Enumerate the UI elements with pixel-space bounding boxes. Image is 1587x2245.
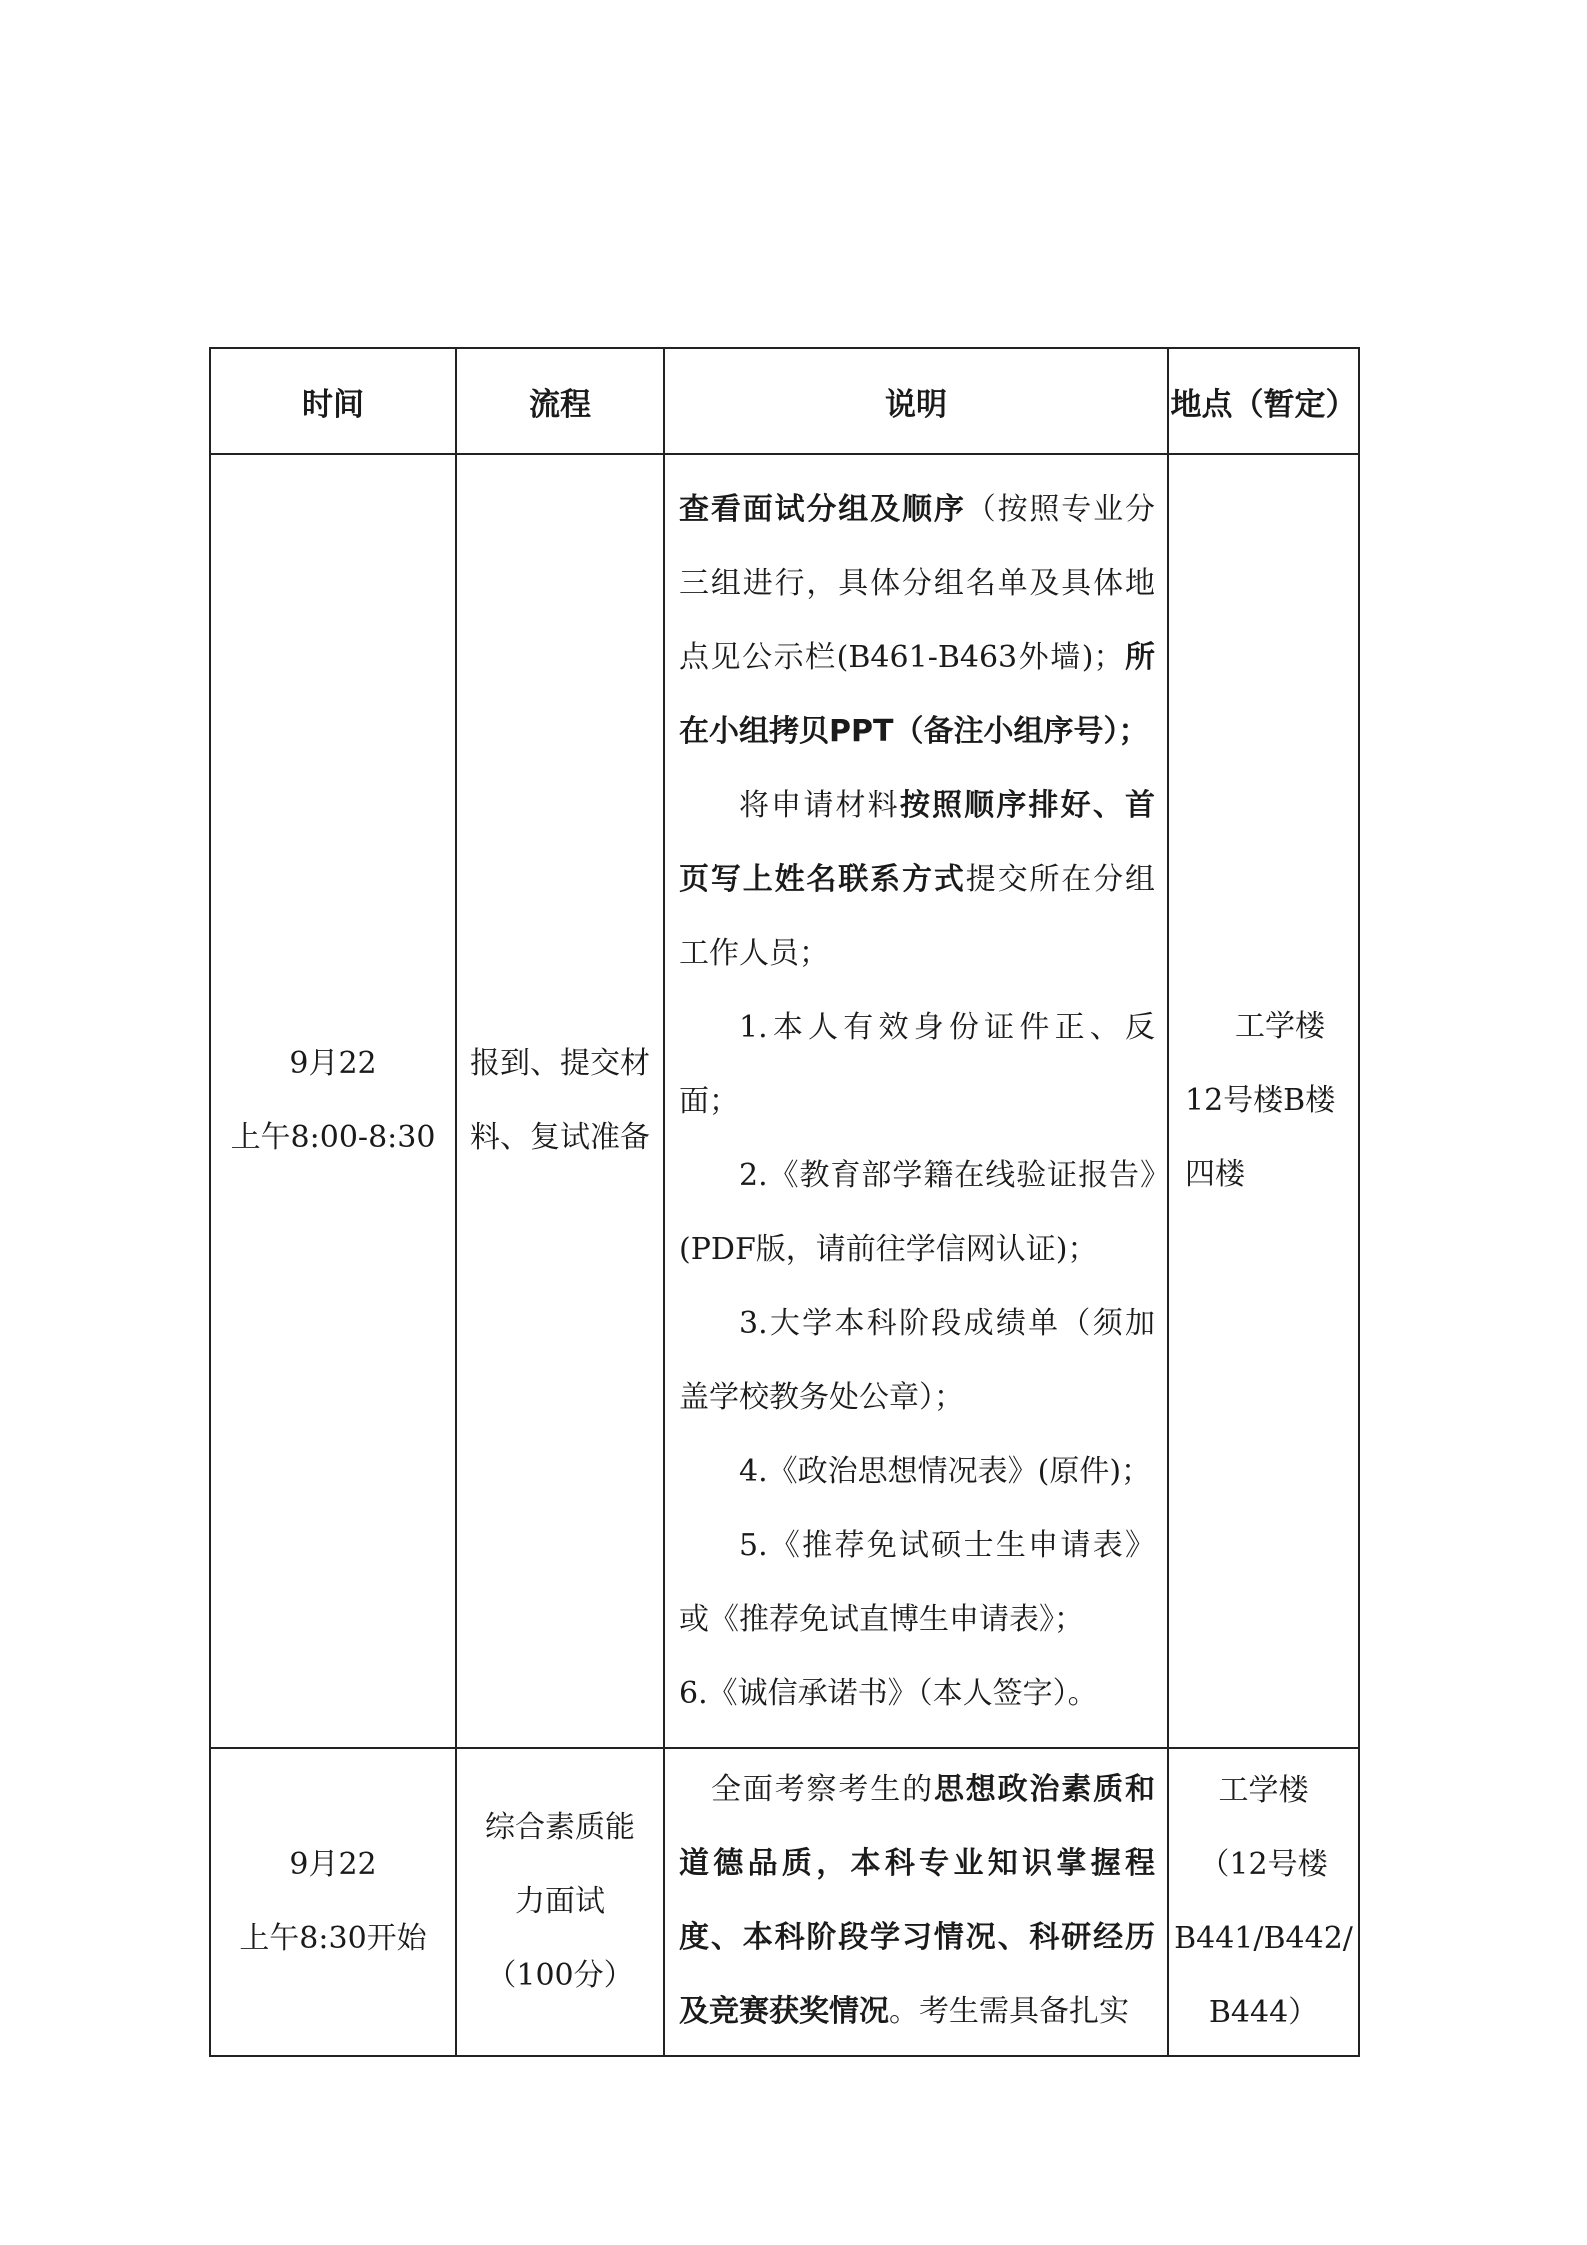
- time-line: 9月22: [289, 1847, 377, 1882]
- time-line: 9月22: [289, 1046, 377, 1081]
- location-line: 工学楼: [1218, 1773, 1309, 1808]
- location-line: 12号楼B楼: [1185, 1083, 1336, 1118]
- description-bold-text: 思想政治素质和道德品质，本科专业知识掌握程度、本科阶段学习情况、科研经历及竞赛获奖情况: [679, 1772, 1155, 2029]
- description-text: 3.大学本科阶段成绩单（须加盖学校教务处公章）；: [679, 1306, 1155, 1415]
- header-description: 说明: [664, 348, 1168, 454]
- location-line: 四楼: [1185, 1157, 1245, 1192]
- process-cell: [456, 454, 664, 1748]
- description-paragraph: [679, 1753, 1155, 2049]
- time-line: 上午8:00-8:30: [230, 1120, 436, 1155]
- location-line: B441/B442/: [1174, 1921, 1353, 1956]
- description-cell: [664, 454, 1168, 1748]
- description-text: 2.《教育部学籍在线验证报告》(PDF版，请前往学信网认证)；: [679, 1158, 1155, 1267]
- description-cell: [664, 1748, 1168, 2056]
- description-paragraph: [679, 769, 1155, 991]
- description-paragraph: [679, 1139, 1155, 1287]
- description-text: （按照专业分三组进行，具体分组名单及具体地点见公示栏(B461-B463外墙)；: [679, 492, 1156, 675]
- process-line: （100分）: [486, 1958, 634, 1993]
- description-text: 5.《推荐免试硕士生申请表》或《推荐免试直博生申请表》；: [679, 1528, 1155, 1637]
- location-cell: [1168, 1748, 1359, 2056]
- description-text: 将申请材料: [739, 788, 900, 823]
- description-text: 提交所在分组工作人员；: [679, 862, 1156, 971]
- header-location: 地点（暂定）: [1168, 348, 1359, 454]
- process-line: 力面试: [515, 1884, 605, 1919]
- description-paragraph: [679, 1435, 1155, 1509]
- location-cell: [1168, 454, 1359, 1748]
- description-paragraph: [679, 1657, 1155, 1731]
- process-line: 报到、提交材: [470, 1046, 650, 1081]
- description-paragraph: [679, 991, 1155, 1139]
- table-row: [210, 454, 1359, 1748]
- header-process: 流程: [456, 348, 664, 454]
- description-paragraph: [679, 1509, 1155, 1657]
- description-text: 全面考察考生的: [711, 1772, 934, 1807]
- time-line: 上午8:30开始: [239, 1921, 427, 1956]
- location-line: （12号楼: [1199, 1847, 1328, 1882]
- process-line: 综合素质能: [485, 1810, 635, 1845]
- description-text: 。考生需具备扎实: [889, 1994, 1129, 2029]
- description-paragraph: [679, 473, 1155, 769]
- description-text: 1.本人有效身份证件正、反面；: [679, 1010, 1155, 1119]
- location-line: 工学楼: [1235, 1009, 1325, 1044]
- description-text: 6.《诚信承诺书》（本人签字）。: [679, 1676, 1098, 1711]
- description-paragraph: [679, 1287, 1155, 1435]
- location-line: B444）: [1208, 1995, 1319, 2030]
- description-bold-text: 按照顺序排好、首页写上姓名联系方式: [679, 788, 1156, 897]
- time-cell: [210, 1748, 456, 2056]
- description-bold-text: 查看面试分组及顺序: [679, 492, 966, 527]
- process-line: 料、复试准备: [470, 1120, 650, 1155]
- schedule-table: [209, 347, 1360, 2057]
- process-cell: [456, 1748, 664, 2056]
- description-clip: [679, 1753, 1155, 2053]
- header-row: [210, 348, 1359, 454]
- table-row: [210, 1748, 1359, 2056]
- description-text: 4.《政治思想情况表》(原件)；: [739, 1454, 1152, 1489]
- description-bold-text: 所在小组拷贝PPT（备注小组序号）；: [679, 640, 1155, 749]
- time-cell: [210, 454, 456, 1748]
- header-time: 时间: [210, 348, 456, 454]
